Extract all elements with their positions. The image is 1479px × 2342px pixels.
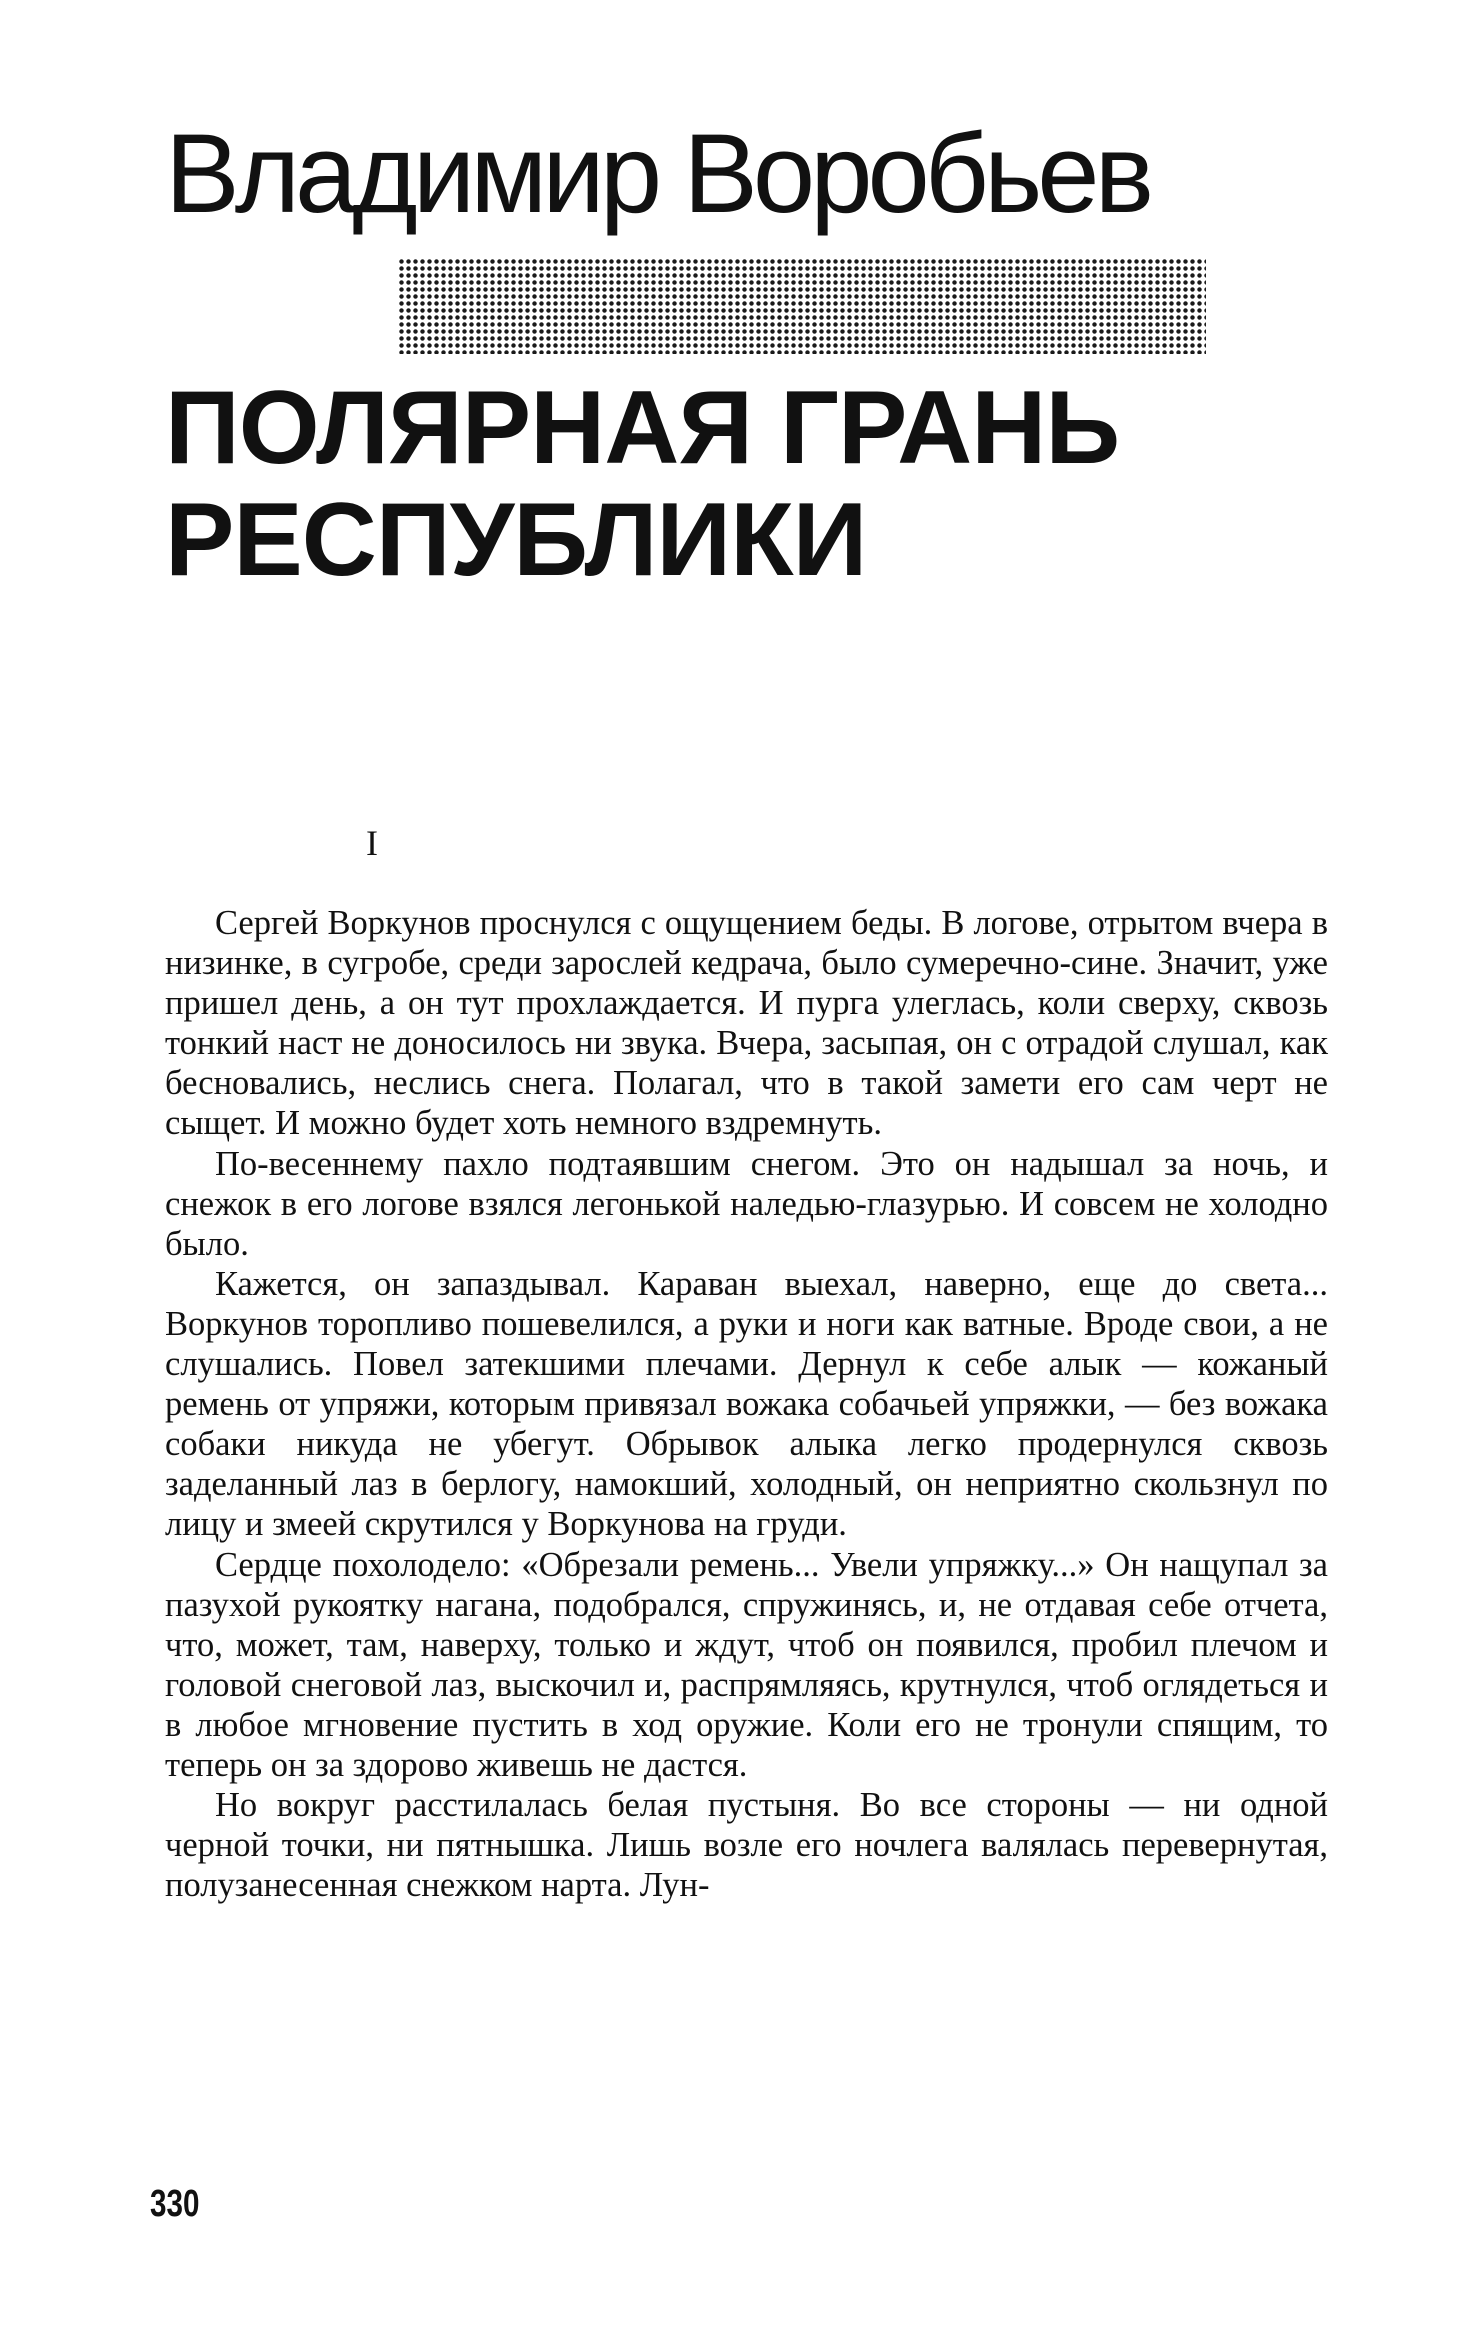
book-title bbox=[165, 372, 1119, 596]
page-number: 330 bbox=[150, 2183, 200, 2225]
paragraph-4: Сердце похолодело: «Обрезали ремень... Увели упряжку...» Он нащупал за пазухой рукоятку нагана, подобрался, спружинясь, и, не отдавая себе отчета, что, может, там, наверху, только и ждут, чтоб он появился, пробил плечом и головой снеговой лаз, выскочил и, распрямляясь, крутнулся, чтоб оглядеться и в любое мгновение пустить в ход оружие. Коли его не тронули спящим, то теперь он за здорово живешь не дастся. bbox=[165, 1545, 1328, 1784]
body-text bbox=[165, 903, 1328, 1905]
paragraph-5: Но вокруг расстилалась белая пустыня. Во все стороны — ни одной черной точки, ни пятнышка. Лишь возле его ночлега валялась перевернутая, полузанесенная снежком нарта. Лун- bbox=[165, 1786, 1328, 1905]
title-line-1: ПОЛЯРНАЯ ГРАНЬ bbox=[165, 370, 1120, 486]
paragraph-3: Кажется, он запаздывал. Караван выехал, наверно, еще до света... Воркунов торопливо пошевелился, а руки и ноги как ватные. Вроде свои, а не слушались. Повел затекшими плечами. Дернул к себе алык — кожаный ремень от упряжи, которым привязал вожака собачьей упряжки, — без вожака собаки никуда не убегут. Обрывок алыка легко продернулся сквозь заделанный лаз в берлогу, намокший, холодный, он неприятно скользнул по лицу и змеей скрутился у Воркунова на груди. bbox=[165, 1264, 1328, 1544]
paragraph-2: По-весеннему пахло подтаявшим снегом. Это он надышал за ночь, и снежок в его логове взялся легонькой наледью-глазурью. И совсем не холодно было. bbox=[165, 1144, 1328, 1263]
halftone-dot-band bbox=[398, 258, 1206, 354]
author-name: Владимир Воробьев bbox=[165, 111, 1150, 236]
chapter-number: I bbox=[366, 823, 378, 863]
paragraph-1: Сергей Воркунов проснулся с ощущением беды. В логове, отрытом вчера в низинке, в сугробе, среди зарослей кедрача, было сумеречно-сине. Значит, уже пришел день, а он тут прохлаждается. И пурга улеглась, коли сверху, сквозь тонкий наст не доносилось ни звука. Вчера, засыпая, он с отрадой слушал, как бесновались, неслись снега. Полагал, что в такой замети его сам черт не сыщет. И можно будет хоть немного вздремнуть. bbox=[165, 904, 1328, 1143]
title-line-2: РЕСПУБЛИКИ bbox=[165, 482, 867, 598]
